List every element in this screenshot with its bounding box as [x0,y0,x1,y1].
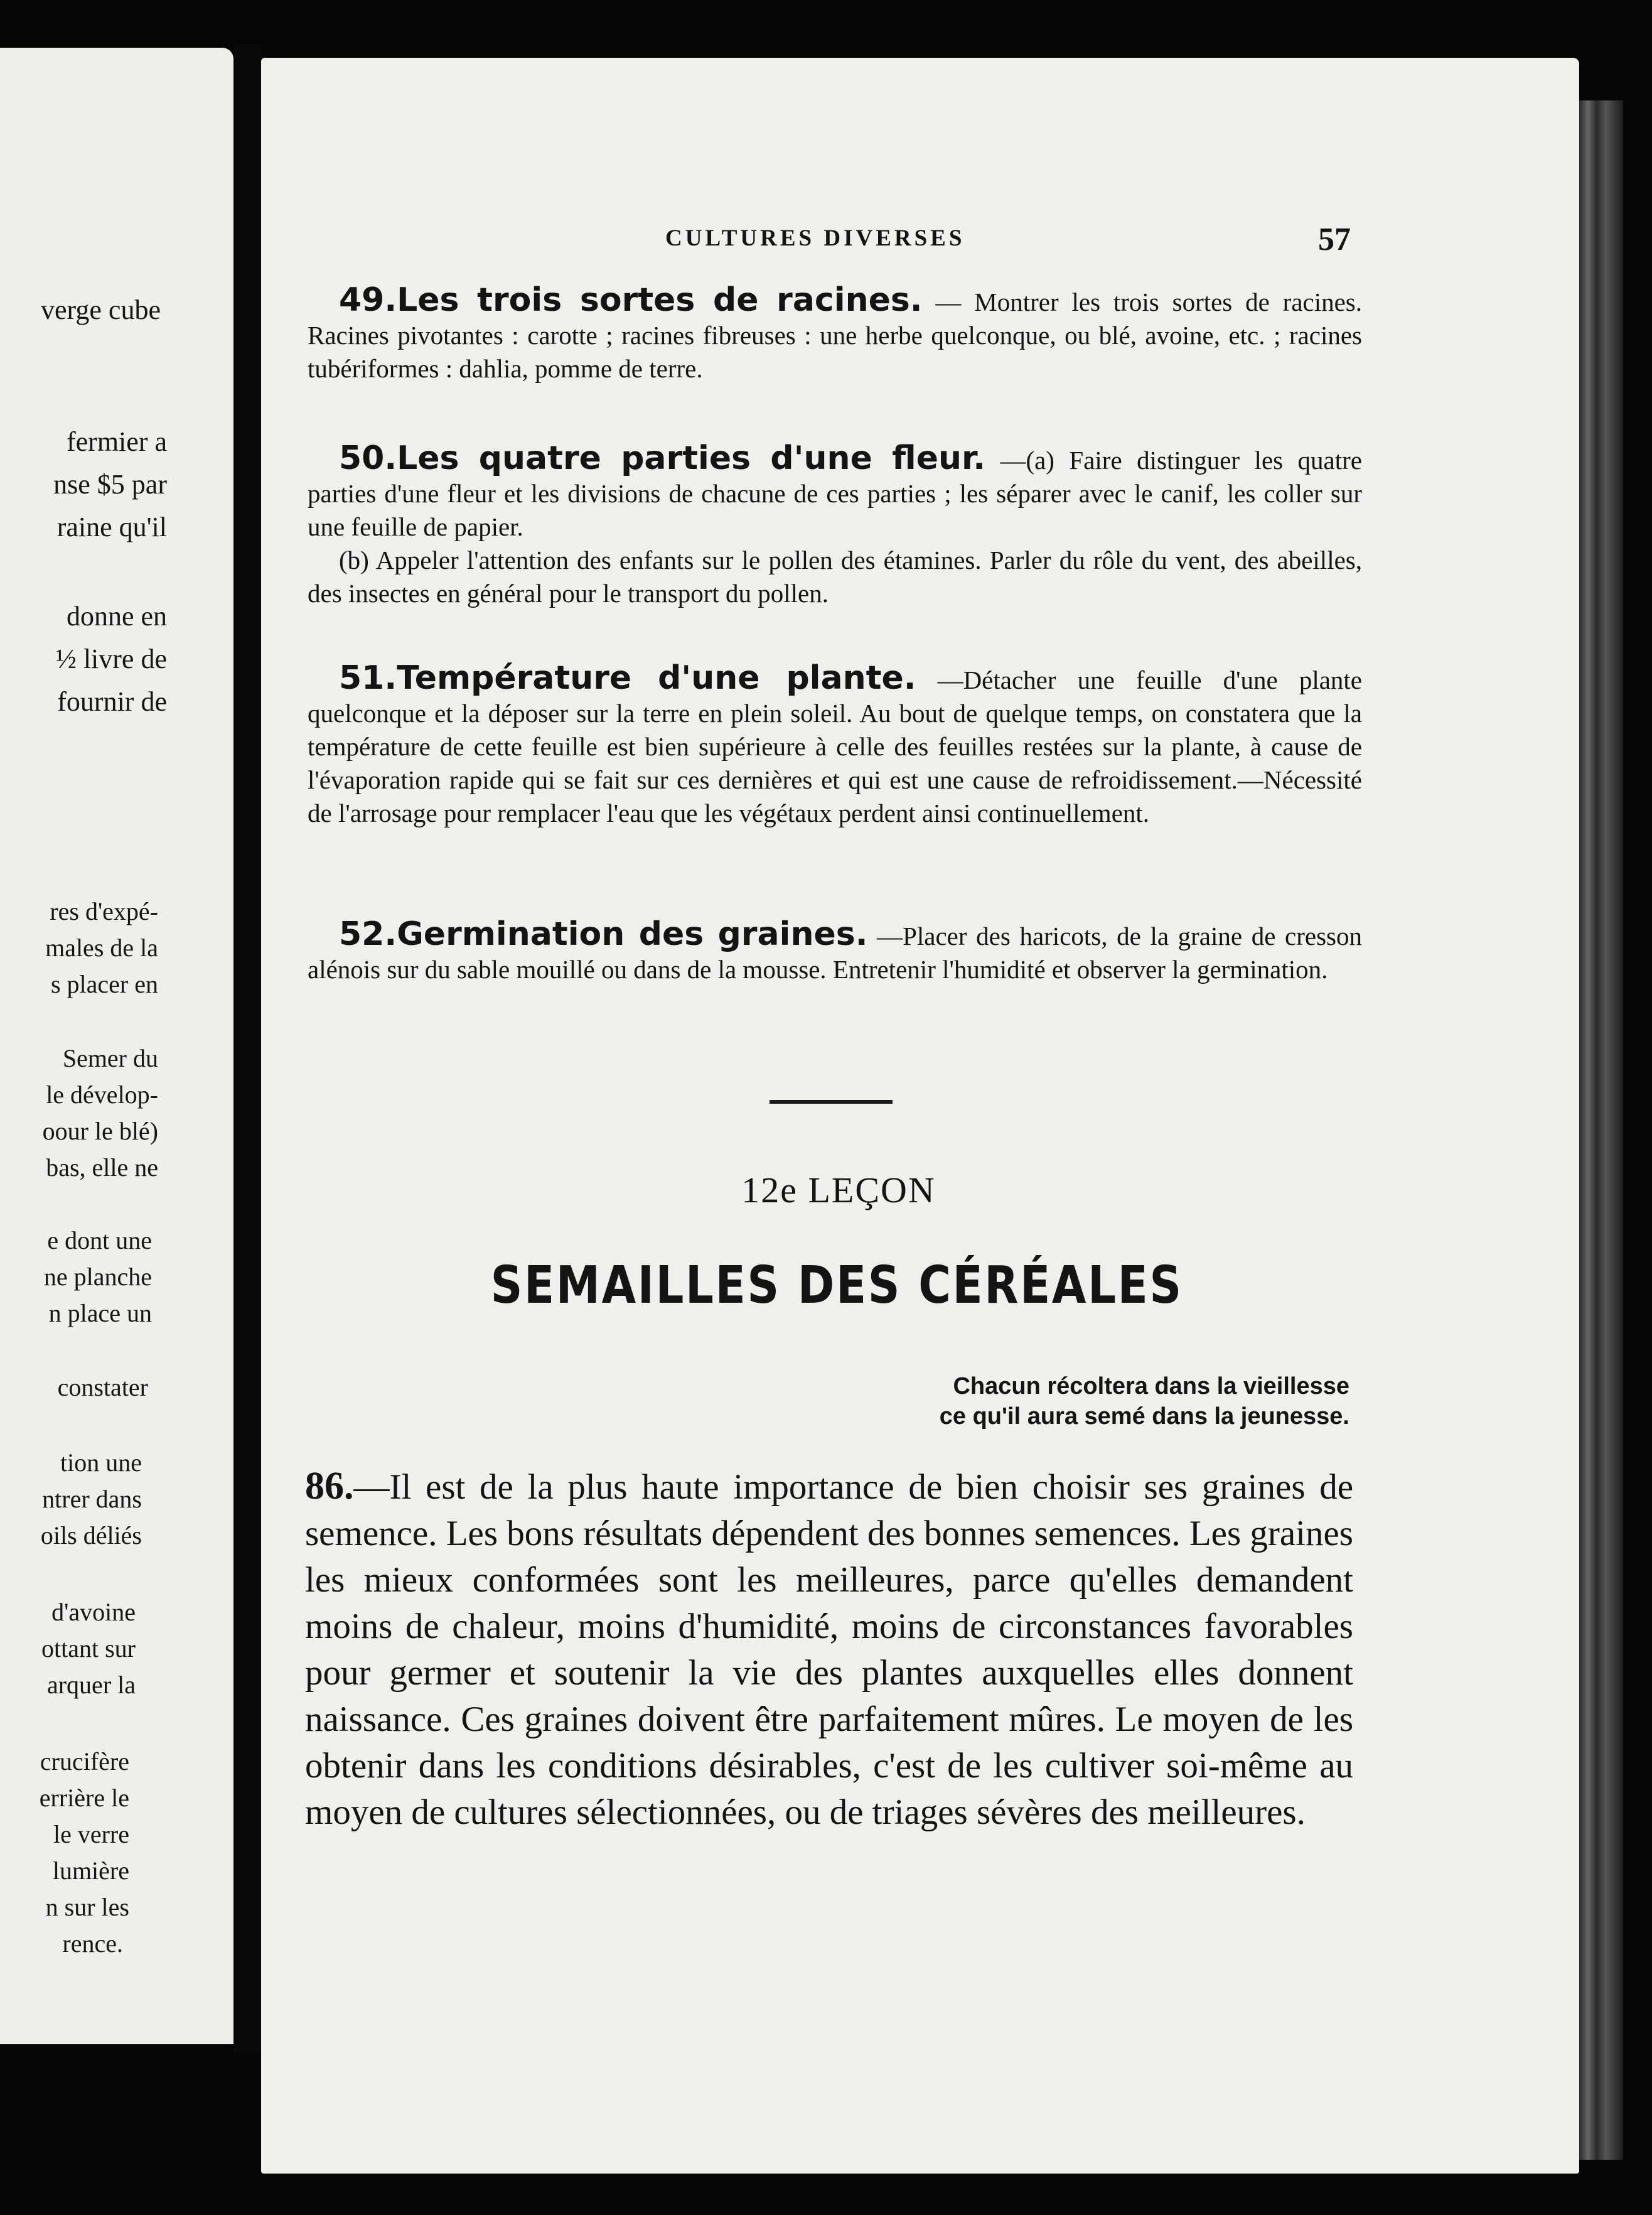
left-fragment: n place un [48,1299,152,1327]
left-fragment: constater [57,1373,148,1401]
lesson-label: 12e LEÇON [741,1170,936,1210]
left-fragment: ½ livre de [55,644,167,674]
left-fragment: fournir de [57,686,167,717]
left-fragment: verge cube [41,294,161,325]
left-fragment: crucifère [40,1747,129,1776]
exercise-text: —Placer des haricots, de la graine de cresson alénois sur du sable mouillé ou dans de la mousse. Entretenir l'humidité et observer la germination. [308,922,1363,984]
epigraph-line: ce qu'il aura semé dans la jeunesse. [939,1403,1349,1430]
exercise-text: (b) Appeler l'attention des enfants sur le pollen des étamines. Parler du rôle du vent, des abeilles, des insectes en général pour le transport du pollen. [308,546,1362,608]
exercise-50 [308,439,1362,610]
book-gutter [233,44,261,2053]
exercise-title: Température d'une plante. [397,659,916,697]
left-fragment: ntrer dans [42,1485,142,1513]
left-fragment: ne planche [43,1263,152,1291]
left-fragment: lumière [52,1857,129,1885]
paragraph-86 [305,1463,1353,1836]
exercise-title: Germination des graines. [397,915,868,953]
left-fragment: Semer du [62,1044,158,1072]
exercise-text: —(a) Faire distinguer les quatre parties d'une fleur et les divisions de chacune de ces parties ; les séparer avec le canif, les coller sur une feuille de papier. [308,446,1362,541]
section-rule [770,1100,893,1104]
epigraph [803,1371,1349,1431]
left-fragment: errière le [39,1784,129,1812]
exercise-number: 52. [339,915,397,953]
exercise-number: 51. [339,659,397,697]
left-fragment: tion une [60,1448,142,1477]
left-fragment: donne en [66,601,167,632]
exercise-49 [308,281,1363,385]
exercise-number: 50. [339,439,397,477]
paragraph-number: 86. [305,1465,354,1507]
exercise-text: — Montrer les trois sortes de racines. Racines pivotantes : carotte ; racines fibreuses : une herbe quelconque, ou blé, avoine, etc. ; racines tubériformes : dahlia, pomme de terre. [308,288,1363,383]
left-fragment: res d'expé- [50,897,158,925]
page-edge [1579,100,1623,2160]
exercise-text: —Détacher une feuille d'une plante quelconque et la déposer sur la terre en plein soleil. Au bout de quelque temps, on constatera que la température de cette feuille est bien supérieure à celle des feuilles restées sur la plante, à cause de l'évaporation rapide qui se fait sur ces dernières et qui est une cause de refroidissement.—Nécessité de l'arrosage pour remplacer l'eau que les végétaux perdent ainsi continuellement. [308,666,1362,827]
exercise-52 [308,915,1363,986]
epigraph-line: Chacun récoltera dans la vieillesse [953,1373,1349,1399]
running-head: CULTURES DIVERSES [665,225,965,251]
exercise-51 [308,659,1362,830]
left-fragment: fermier a [67,426,167,457]
exercise-title: Les trois sortes de racines. [397,281,923,319]
left-fragment: s placer en [50,970,158,998]
left-fragment: le dévelop- [46,1081,158,1109]
exercise-number: 49. [339,281,397,319]
left-fragment: ottant sur [41,1634,136,1663]
left-fragment: le verre [53,1820,129,1848]
left-fragment: arquer la [46,1671,136,1699]
exercise-title: Les quatre parties d'une fleur. [397,439,985,477]
left-fragment: rence. [62,1929,123,1958]
left-fragment: nse $5 par [53,469,167,500]
lesson-title: SEMAILLES DES CÉRÉALES [490,1256,1183,1315]
left-fragment: e dont une [47,1226,152,1254]
left-fragment: males de la [45,934,158,962]
left-fragment: n sur les [45,1893,129,1921]
page-number: 57 [1318,222,1351,257]
left-fragment: oour le blé) [42,1117,158,1145]
left-fragment: oils déliés [40,1521,142,1549]
left-fragment: bas, elle ne [46,1153,158,1182]
left-page-fragment [0,48,233,2044]
left-fragment: raine qu'il [56,512,167,542]
paragraph-text: —Il est de la plus haute importance de bien choisir ses graines de semence. Les bons résultats dépendent des bonnes semences. Les graines les mieux conformées sont les meilleures, parce qu'elles demandent moins de chaleur, moins d'humidité, moins de circonstances favorables pour germer et soutenir la vie des plantes auxquelles elles donnent naissance. Ces graines doivent être parfaitement mûres. Le moyen de les obtenir dans les conditions désirables, c'est de les cultiver soi-même au moyen de cultures sélectionnées, ou de triages sévères des meilleures. [305,1467,1353,1832]
left-fragment: d'avoine [51,1598,136,1626]
